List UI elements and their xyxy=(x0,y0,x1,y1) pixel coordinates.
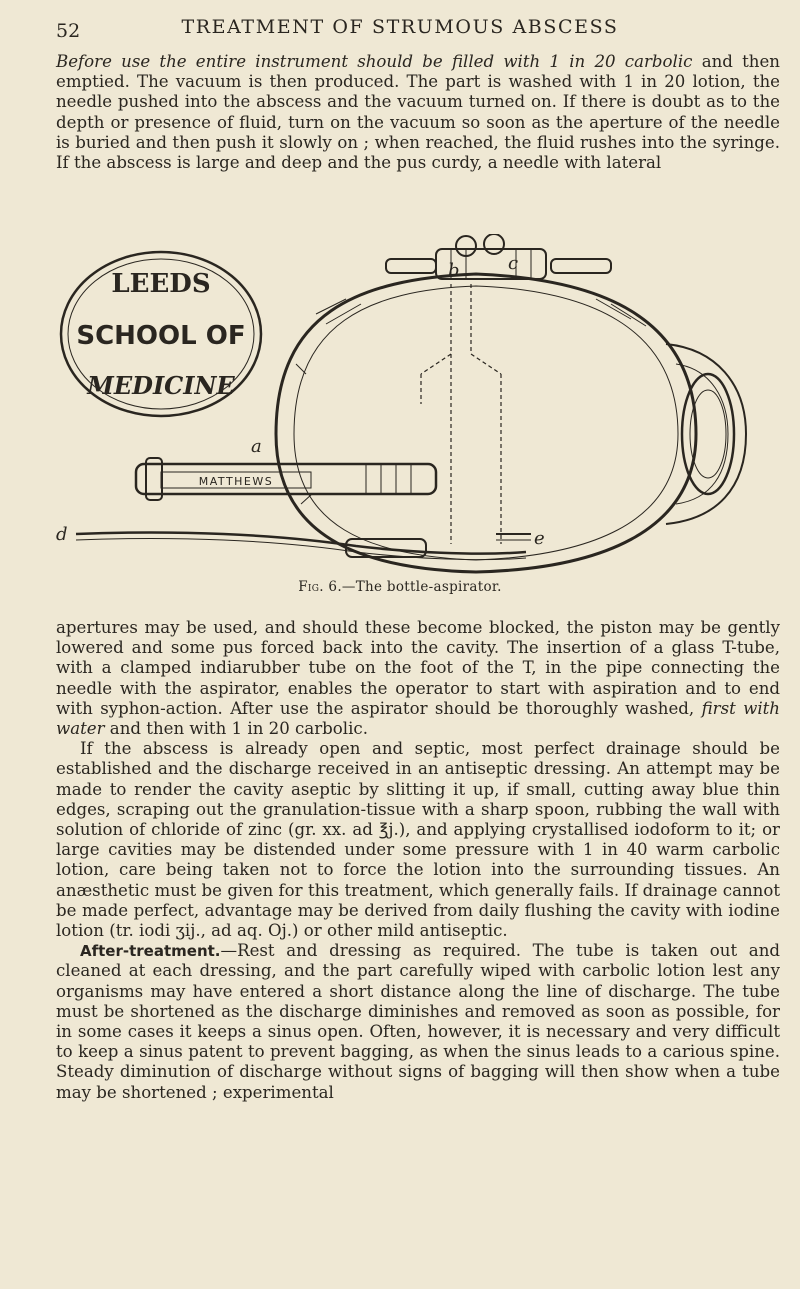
lower-text xyxy=(56,618,780,1103)
pump-barrel xyxy=(136,458,436,500)
bottom-tube xyxy=(76,533,531,560)
paragraph-after-treatment xyxy=(56,941,780,1103)
p1-italic: first with water xyxy=(56,698,780,739)
letter-e: e xyxy=(534,528,545,549)
stopper xyxy=(386,234,611,279)
paragraph-apertures xyxy=(56,618,780,739)
paragraph-rest: and then emptied. The vacuum is then produced. The part is washed with 1 in 20 lotion, the needle pushed into the abscess and the vacuum turned on. If there is doubt as to the depth or presence of fluid, turn on the vacuum so soon as the aperture of the needle is buried and then push it slowly on ; when reached, the fluid rushes into the syringe. If the abscess is large and deep and the pus curdy, a needle with lateral xyxy=(56,52,780,173)
stamp-line-2: SCHOOL OF xyxy=(76,321,246,351)
bottle-aspirator-figure xyxy=(56,234,780,574)
letter-c: c xyxy=(508,253,519,274)
letter-a: a xyxy=(251,436,262,457)
paragraph-septic-abscess: If the abscess is already open and septic, most perfect drainage should be established and the discharge received in an antiseptic dressing. An attempt may be made to render the cavity aseptic by slitting it up, if small, cutting away blue thin edges, scraping out the granulation-tissue with a sharp spoon, rubbing the wall with solution of chloride of zinc (gr. xx. ad ℥j.), and applying crystallised iodoform to it; or large cavities may be distended under some pressure with 1 in 40 warm carbolic lotion, care being taken not to force the lotion into the surrounding tissues. An anæsthetic must be given for this treatment, which generally fails. If drainage cannot be made perfect, advantage may be derived from daily flushing the cavity with iodine lotion (tr. iodi ʒij., ad aq. Oj.) or other mild antiseptic. xyxy=(56,739,780,941)
running-head: TREATMENT OF STRUMOUS ABSCESS xyxy=(181,16,619,38)
stamp-line-3: MEDICINE xyxy=(87,371,235,400)
internal-tubes xyxy=(421,284,501,544)
letter-d: d xyxy=(56,524,68,545)
library-stamp xyxy=(61,252,261,416)
maker-mark: MATTHEWS xyxy=(198,475,274,488)
figure-caption xyxy=(0,579,800,595)
figure-label: Fig. 6. xyxy=(298,579,342,595)
figure-caption-text: —The bottle-aspirator. xyxy=(341,579,502,595)
p1-part1: apertures may be used, and should these become blocked, the piston may be gently lowered and some pus forced back into the cavity. The insertion of a glass T-tube, with a clamped indiarubber tube on the foot of the T, in the pipe connecting the needle with the aspirator, enables the operator to start with aspiration and to end with syphon-action. After use the aspirator should be thoroughly washed, xyxy=(56,618,780,718)
bottle xyxy=(276,274,746,572)
page-number: 52 xyxy=(56,20,81,42)
after-treatment-text: —Rest and dressing as required. The tube is taken out and cleaned at each dressing, and the part carefully wiped with carbolic lotion lest any organisms may have entered a short distance along the line of discharge. The tube must be shortened as the discharge diminishes and removed as soon as possible, for in some cases it keeps a sinus open. Often, however, it is necessary and very difficult to keep a sinus patent to prevent bagging, as when the sinus leads to a carious spine. Steady diminution of discharge without signs of bagging will then show when a tube may be shortened ; experimental xyxy=(56,941,780,1102)
letter-b: b xyxy=(448,260,460,281)
p1-part2: and then with 1 in 20 carbolic. xyxy=(104,719,368,739)
stamp-line-1: LEEDS xyxy=(111,269,211,299)
italic-lead: Before use the entire instrument should be filled with 1 in 20 carbolic xyxy=(56,52,693,71)
after-treatment-heading: After-treatment. xyxy=(80,942,221,961)
paragraph-before-use xyxy=(56,52,780,173)
top-paragraph xyxy=(56,52,780,173)
